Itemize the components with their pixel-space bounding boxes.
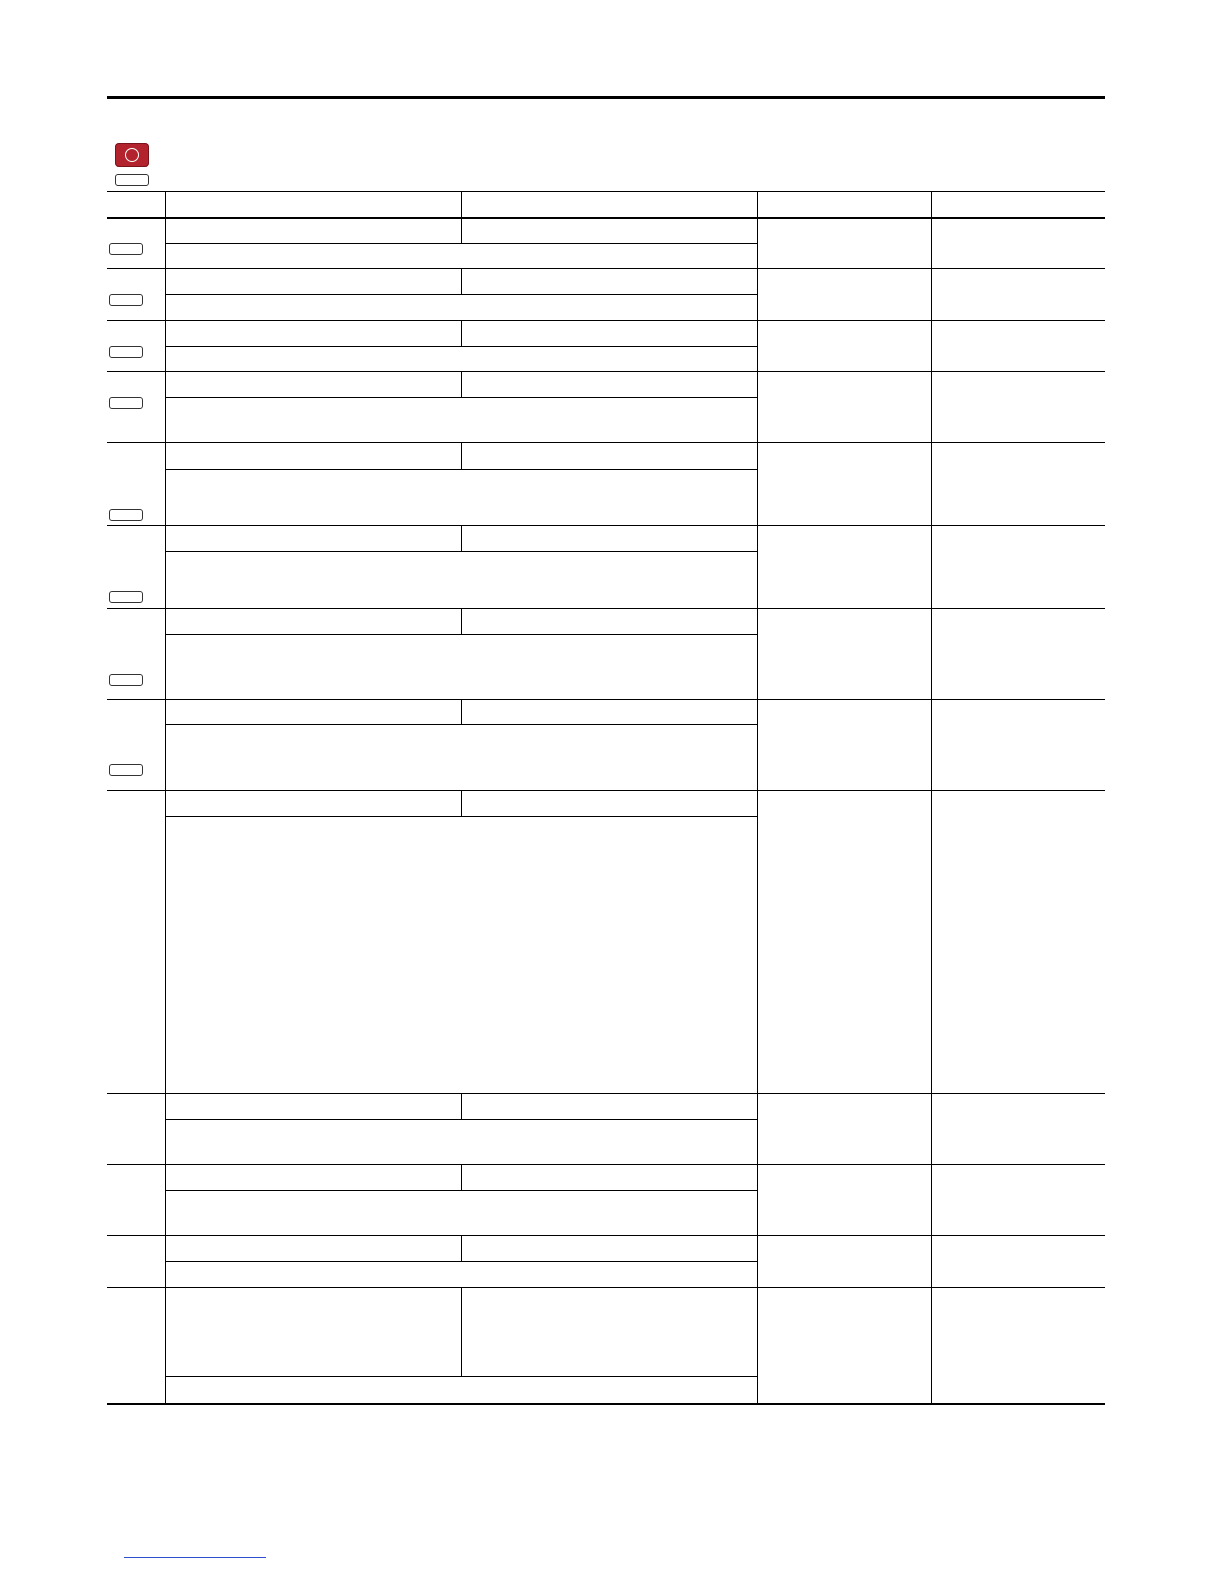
row-divider-col5 bbox=[931, 371, 932, 442]
row-divider-values bbox=[461, 371, 462, 397]
row-divider-values bbox=[461, 217, 462, 243]
row-bottom-rule bbox=[107, 790, 1105, 791]
row-divider-col5 bbox=[931, 525, 932, 608]
row-divider-col4 bbox=[757, 1093, 758, 1164]
row-bottom-rule bbox=[107, 608, 1105, 609]
row-divider-number bbox=[165, 1287, 166, 1403]
row-bottom-rule bbox=[107, 442, 1105, 443]
row-divider-col5 bbox=[931, 1164, 932, 1235]
row-description-rule bbox=[165, 397, 757, 398]
row-divider-col5 bbox=[931, 608, 932, 699]
parameter-tag bbox=[109, 764, 143, 776]
row-divider-col5 bbox=[931, 699, 932, 790]
row-divider-col4 bbox=[757, 442, 758, 525]
row-divider-values bbox=[461, 790, 462, 816]
parameter-tag bbox=[109, 397, 143, 409]
stop-ring bbox=[125, 148, 139, 162]
header-divider-4 bbox=[931, 191, 932, 217]
row-divider-col5 bbox=[931, 217, 932, 268]
row-divider-col5 bbox=[931, 1287, 932, 1403]
row-divider-col4 bbox=[757, 699, 758, 790]
row-divider-number bbox=[165, 608, 166, 699]
header-tag bbox=[115, 174, 149, 186]
stop-circle-icon bbox=[115, 143, 149, 167]
row-divider-col4 bbox=[757, 1164, 758, 1235]
parameter-tag bbox=[109, 346, 143, 358]
row-divider-col4 bbox=[757, 371, 758, 442]
row-description-rule bbox=[165, 1376, 757, 1377]
row-divider-col5 bbox=[931, 320, 932, 371]
row-divider-values bbox=[461, 699, 462, 724]
row-divider-number bbox=[165, 790, 166, 1093]
row-description-rule bbox=[165, 1119, 757, 1120]
row-divider-values bbox=[461, 1093, 462, 1119]
row-divider-col5 bbox=[931, 442, 932, 525]
row-divider-number bbox=[165, 699, 166, 790]
row-bottom-rule bbox=[107, 320, 1105, 321]
row-divider-col4 bbox=[757, 608, 758, 699]
row-divider-values bbox=[461, 608, 462, 634]
row-divider-number bbox=[165, 525, 166, 608]
row-bottom-rule bbox=[107, 268, 1105, 269]
row-divider-col4 bbox=[757, 320, 758, 371]
row-description-rule bbox=[165, 1261, 757, 1262]
row-divider-col4 bbox=[757, 790, 758, 1093]
footer-link[interactable] bbox=[124, 1557, 266, 1558]
row-description-rule bbox=[165, 1190, 757, 1191]
row-divider-number bbox=[165, 1164, 166, 1235]
parameter-tag bbox=[109, 243, 143, 255]
row-divider-number bbox=[165, 442, 166, 525]
row-description-rule bbox=[165, 243, 757, 244]
row-divider-col5 bbox=[931, 268, 932, 320]
row-divider-col4 bbox=[757, 268, 758, 320]
row-divider-values bbox=[461, 1164, 462, 1190]
row-bottom-rule bbox=[107, 1164, 1105, 1165]
row-divider-values bbox=[461, 268, 462, 294]
row-divider-values bbox=[461, 525, 462, 551]
row-description-rule bbox=[165, 294, 757, 295]
top-rule bbox=[107, 96, 1105, 99]
header-divider-3 bbox=[757, 191, 758, 217]
row-divider-values bbox=[461, 442, 462, 469]
row-description-rule bbox=[165, 634, 757, 635]
row-divider-number bbox=[165, 1093, 166, 1164]
row-divider-number bbox=[165, 371, 166, 442]
row-divider-col4 bbox=[757, 217, 758, 268]
row-bottom-rule bbox=[107, 699, 1105, 700]
row-divider-col5 bbox=[931, 790, 932, 1093]
row-divider-values bbox=[461, 320, 462, 346]
row-divider-col4 bbox=[757, 525, 758, 608]
row-description-rule bbox=[165, 469, 757, 470]
parameter-tag bbox=[109, 294, 143, 306]
row-description-rule bbox=[165, 816, 757, 817]
row-description-rule bbox=[165, 724, 757, 725]
header-bottom-rule bbox=[107, 217, 1105, 219]
parameter-tag bbox=[109, 674, 143, 686]
header-top-rule bbox=[107, 191, 1105, 192]
row-description-rule bbox=[165, 551, 757, 552]
row-divider-values bbox=[461, 1287, 462, 1376]
row-bottom-rule bbox=[107, 1287, 1105, 1288]
header-divider-1 bbox=[165, 191, 166, 217]
row-description-rule bbox=[165, 346, 757, 347]
row-bottom-rule bbox=[107, 371, 1105, 372]
row-divider-col5 bbox=[931, 1235, 932, 1287]
parameter-tag bbox=[109, 509, 143, 521]
parameter-tag bbox=[109, 591, 143, 603]
row-bottom-rule bbox=[107, 1093, 1105, 1094]
row-bottom-rule bbox=[107, 1403, 1105, 1405]
row-divider-col4 bbox=[757, 1287, 758, 1403]
header-divider-2 bbox=[461, 191, 462, 217]
row-divider-values bbox=[461, 1235, 462, 1261]
row-divider-col4 bbox=[757, 1235, 758, 1287]
row-bottom-rule bbox=[107, 1235, 1105, 1236]
row-divider-col5 bbox=[931, 1093, 932, 1164]
row-bottom-rule bbox=[107, 525, 1105, 526]
